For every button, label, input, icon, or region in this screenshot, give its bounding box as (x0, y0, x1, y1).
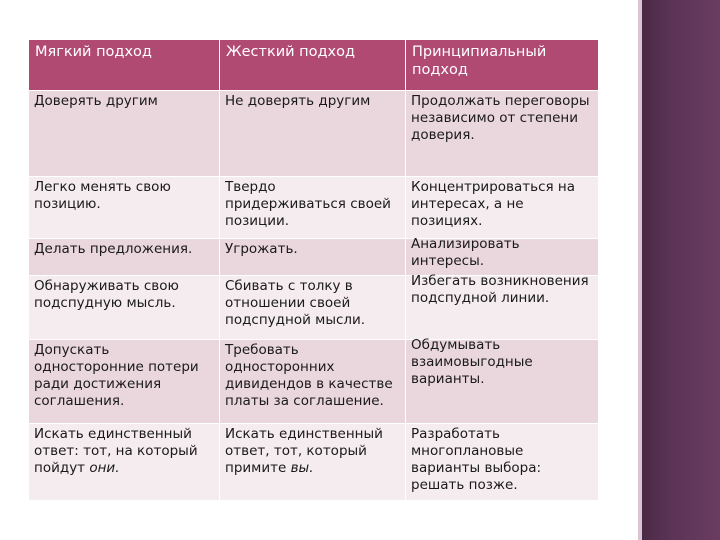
cell-soft: Легко менять свою позицию. (29, 177, 220, 239)
cell-hard: Сбивать с толку в отношении своей подспудной мысли. (220, 276, 406, 340)
header-principled-approach: Принципиальный подход (406, 40, 599, 91)
cell-soft: Допускать односторонние потери ради достижения соглашения. (29, 340, 220, 424)
cell-text: Искать единственный ответ, тот, который примите (225, 426, 383, 476)
cell-hard: Угрожать. (220, 239, 406, 276)
cell-soft: Делать предложения. (29, 239, 220, 276)
cell-hard: Требовать односторонних дивидендов в качестве платы за соглашение. (220, 340, 406, 424)
cell-principled (406, 337, 599, 424)
table-row (29, 177, 599, 239)
table-row (29, 91, 599, 177)
table-row (29, 340, 599, 424)
cell-principled: Продолжать переговоры независимо от степени доверия. (406, 91, 599, 177)
cell-soft: Обнаруживать свою подспудную мысль. (29, 276, 220, 340)
cell-text: Избегать возникновения подспудной линии. (411, 273, 589, 306)
negotiation-approaches-table (28, 39, 599, 501)
cell-text: Обдумывать взаимовыгодные варианты. (411, 337, 533, 387)
table-row (29, 276, 599, 340)
table-row (29, 239, 599, 276)
cell-principled: Концентрироваться на интересах, а не позициях. (406, 177, 599, 239)
cell-hard: Твердо придерживаться своей позиции. (220, 177, 406, 239)
cell-soft (29, 424, 220, 501)
header-hard-approach: Жесткий подход (220, 40, 406, 91)
cell-emphasis: они. (89, 460, 120, 476)
cell-hard: Не доверять другим (220, 91, 406, 177)
table-header-row (29, 40, 599, 91)
cell-principled: Разработать многоплановые варианты выбора: решать позже. (406, 424, 599, 501)
header-soft-approach: Мягкий подход (29, 40, 220, 91)
cell-text: Анализировать интересы. (411, 236, 520, 269)
cell-text: Искать единственный ответ: тот, на который пойдут (34, 426, 198, 476)
side-decorative-bar (642, 0, 720, 540)
cell-soft: Доверять другим (29, 91, 220, 177)
cell-principled (406, 273, 599, 340)
table-row (29, 424, 599, 501)
cell-hard (220, 424, 406, 501)
cell-emphasis: вы. (290, 460, 314, 476)
cell-principled (406, 236, 599, 276)
